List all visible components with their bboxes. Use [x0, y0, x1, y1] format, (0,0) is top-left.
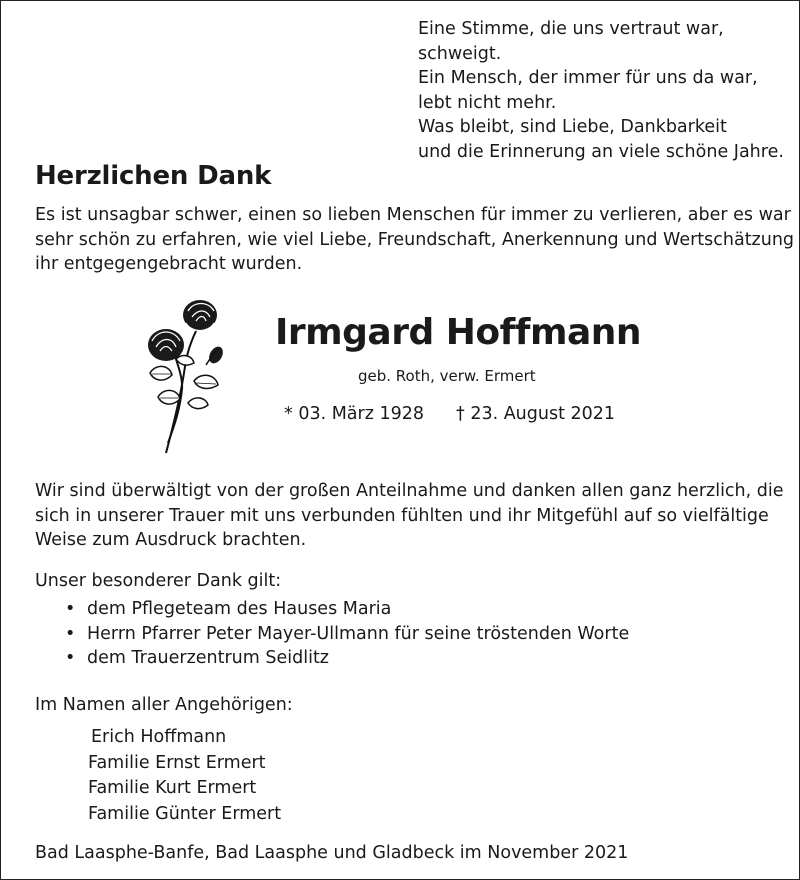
family-list	[88, 725, 281, 827]
thanks-line: sich in unserer Trauer mit uns verbunden fühlten und ihr Mitgefühl auf so vielfältige	[35, 505, 769, 526]
special-thanks-label: Unser besonderer Dank gilt:	[35, 571, 282, 591]
poem-line: und die Erinnerung an viele schöne Jahre.	[418, 141, 784, 162]
list-item-text: Herrn Pfarrer Peter Mayer-Ullmann für seine tröstenden Worte	[87, 623, 630, 644]
thanks-line: Weise zum Ausdruck brachten.	[35, 530, 307, 550]
page-title: Herzlichen Dank	[35, 161, 272, 191]
rose-icon	[136, 293, 231, 461]
deceased-maiden-name: geb. Roth, verw. Ermert	[358, 367, 536, 385]
family-member: Familie Günter Ermert	[88, 803, 282, 824]
poem-line: lebt nicht mehr.	[418, 92, 557, 113]
bullet-icon: •	[65, 623, 76, 644]
deceased-name: Irmgard Hoffmann	[275, 312, 642, 353]
thanks-line: Wir sind überwältigt von der großen Anteilnahme und danken allen ganz herzlich, die	[35, 481, 784, 501]
intro-line: ihr entgegengebracht wurden.	[35, 254, 303, 274]
poem-line: Was bleibt, sind Liebe, Dankbarkeit	[418, 117, 727, 137]
death-date: † 23. August 2021	[456, 404, 616, 424]
intro-paragraph	[35, 203, 795, 277]
birth-date: * 03. März 1928	[284, 404, 425, 424]
intro-line: Es ist unsagbar schwer, einen so lieben Menschen für immer zu verlieren, aber es war	[35, 205, 791, 225]
list-item	[65, 597, 629, 622]
intro-line: sehr schön zu erfahren, wie viel Liebe, Freundschaft, Anerkennung und Wertschätzung	[35, 229, 795, 250]
poem-line: Eine Stimme, die uns vertraut war,	[418, 19, 724, 39]
family-member: Erich Hoffmann	[91, 727, 227, 747]
special-thanks-list	[65, 597, 629, 671]
place-and-date: Bad Laasphe-Banfe, Bad Laasphe und Gladbeck im November 2021	[35, 843, 629, 863]
bullet-icon: •	[65, 648, 76, 668]
poem-line: schweigt.	[418, 43, 502, 64]
family-member: Familie Kurt Ermert	[88, 778, 257, 798]
poem	[418, 17, 784, 164]
thanks-paragraph	[35, 479, 785, 553]
poem-line: Ein Mensch, der immer für uns da war,	[418, 68, 758, 88]
bullet-icon: •	[65, 599, 76, 619]
list-item	[65, 622, 629, 647]
family-member: Familie Ernst Ermert	[88, 752, 266, 773]
list-item	[65, 646, 629, 671]
list-item-text: dem Pflegeteam des Hauses Maria	[87, 599, 392, 619]
behalf-label: Im Namen aller Angehörigen:	[35, 695, 293, 715]
list-item-text: dem Trauerzentrum Seidlitz	[87, 648, 329, 668]
